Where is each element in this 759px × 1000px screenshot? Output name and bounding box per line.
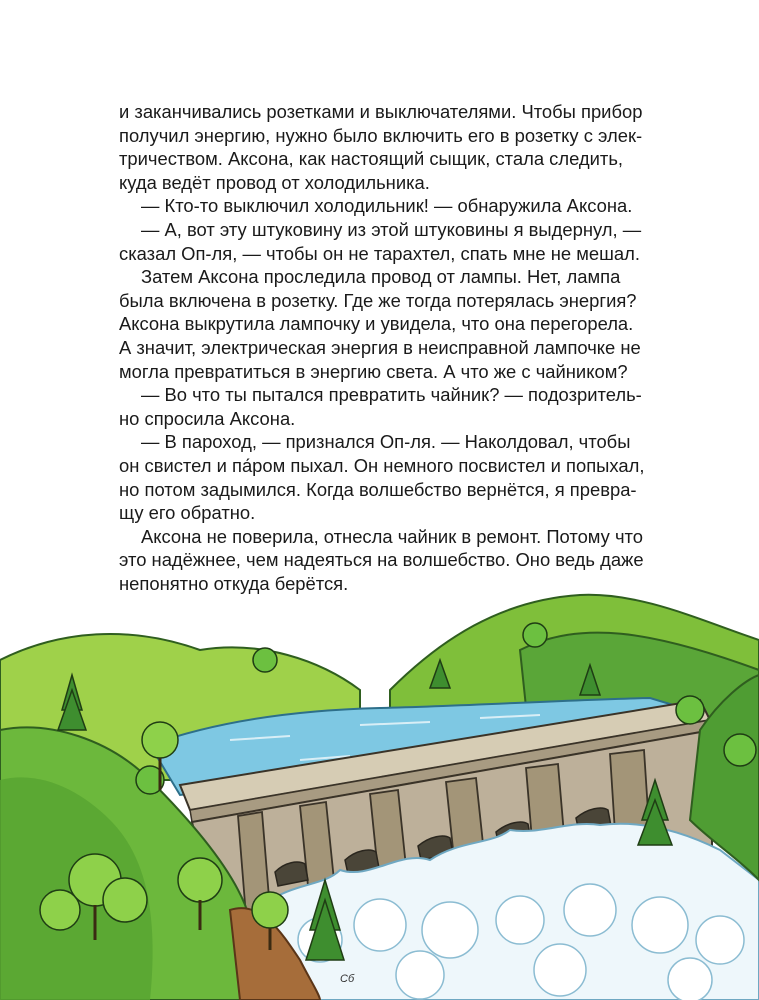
text-line: Затем Аксона проследила провод от лампы. Нет, лампа (141, 266, 621, 288)
text-line: щу его обратно. (119, 502, 256, 524)
story-text (119, 100, 674, 595)
dam-illustration (0, 580, 759, 1000)
text-line: но потом задымился. Когда волшебство вернётся, я превра- (119, 478, 637, 500)
text-line: — Кто-то выключил холодильник! — обнаружила Аксона. (141, 195, 633, 217)
text-line: это надёжнее, чем надеяться на волшебство. Оно ведь даже (119, 549, 644, 571)
text-line: он свистел и па́ром пыхал. Он немного посвистел и попыхал, (119, 454, 645, 476)
text-line: сказал Оп-ля, — чтобы он не тарахтел, спать мне не мешал. (119, 242, 640, 264)
text-line: была включена в розетку. Где же тогда потерялась энергия? (119, 289, 637, 311)
text-line: — В пароход, — признался Оп-ля. — Наколдовал, чтобы (141, 431, 631, 453)
artist-signature: Сб (340, 973, 355, 985)
text-line: и заканчивались розетками и выключателями. Чтобы прибор (119, 101, 643, 122)
text-line: непонятно откуда берётся. (119, 572, 349, 594)
text-line: могла превратиться в энергию света. А что же с чайником? (119, 360, 628, 382)
text-line: — Во что ты пытался превратить чайник? — подозритель- (141, 384, 642, 406)
text-line: Аксона не поверила, отнесла чайник в ремонт. Потому что (141, 525, 643, 547)
text-line: но спросила Аксона. (119, 407, 296, 429)
text-line: А значит, электрическая энергия в неисправной лампочке не (119, 336, 641, 358)
text-line: получил энергию, нужно было включить его в розетку с элек- (119, 124, 643, 146)
text-line: тричеством. Аксона, как настоящий сыщик, стала следить, (119, 148, 624, 170)
text-line: Аксона выкрутила лампочку и увидела, что она перегорела. (119, 313, 634, 335)
text-line: — А, вот эту штуковину из этой штуковины я выдернул, — (141, 218, 642, 240)
text-line: куда ведёт провод от холодильника. (119, 171, 430, 193)
